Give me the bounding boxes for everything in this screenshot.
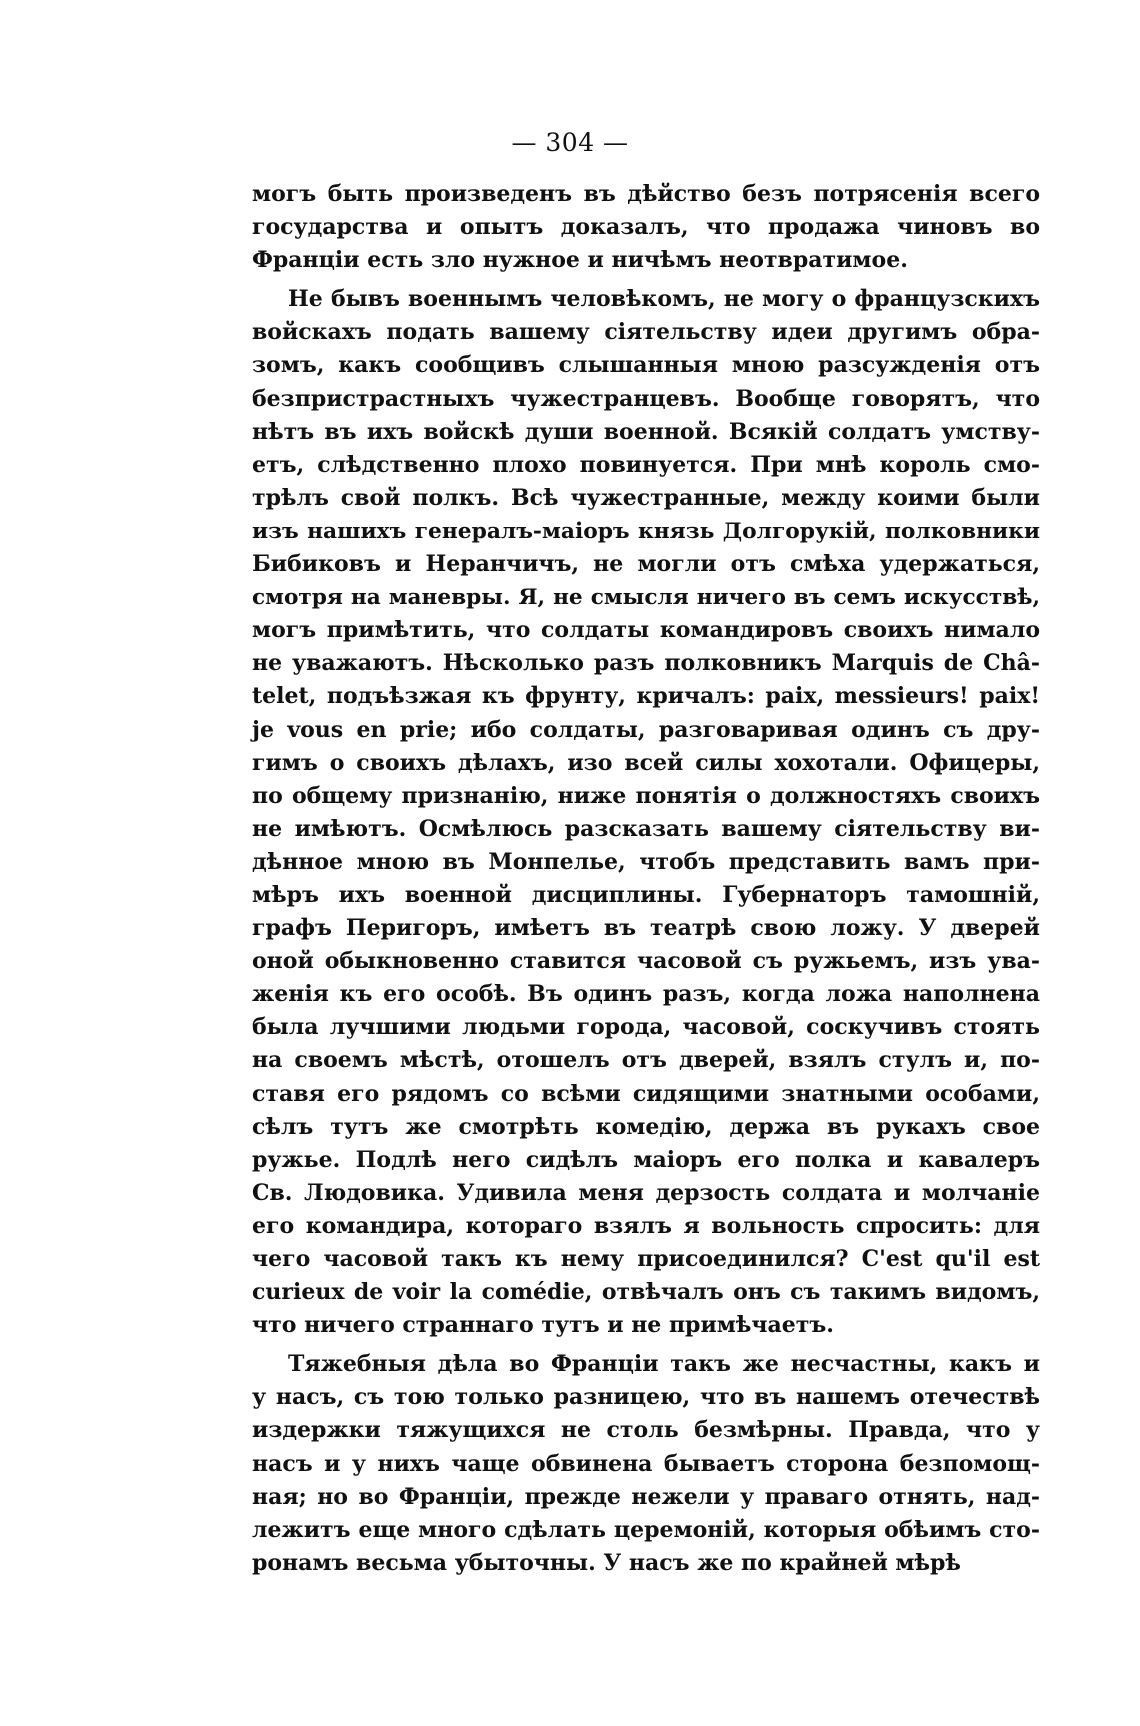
text-line: издержки тяжущихся не столь безмѣрны. Правда, что у [252,1417,1040,1444]
text-line: по общему признанію, ниже понятія о должностяхъ своихъ [252,782,1040,809]
text-line: telet, подъѣзжая къ фрунту, кричалъ: paix, messieurs! paix! [252,683,1040,710]
text-line: была лучшими людьми города, часовой, соскучивъ стоять [252,1014,1040,1041]
text-line: не уважаютъ. Нѣсколько разъ полковникъ Marquis de Châ- [252,650,1040,677]
text-line: войскахъ подать вашему сіятельству идеи другимъ обра- [252,319,1040,346]
text-line: мѣръ ихъ военной дисциплины. Губернаторъ тамошній, [252,881,1040,908]
text-line: лежитъ еще много сдѣлать церемоній, которыя обѣимъ сто- [252,1516,1040,1543]
text-line: трѣлъ свой полкъ. Всѣ чужестранные, между коими были [252,484,1040,511]
text-line: нѣтъ въ ихъ войскѣ души военной. Всякій солдатъ умству- [252,418,1040,445]
text-line: гимъ о своихъ дѣлахъ, изо всей силы хохотали. Офицеры, [252,749,1040,776]
text-line: ружье. Подлѣ него сидѣлъ маіоръ его полка и кавалеръ [252,1146,1040,1173]
text-line: могъ быть произведенъ въ дѣйство безъ потрясенія всего [252,181,1040,207]
text-line: женія къ его особѣ. Въ одинъ разъ, когда ложа наполнена [252,981,1040,1008]
text-line: ронамъ весьма убыточны. У насъ же по крайней мѣрѣ [252,1549,961,1576]
text-line: на своемъ мѣстѣ, отошелъ отъ дверей, взялъ стулъ и, по- [252,1047,1040,1074]
text-line: графъ Перигоръ, имѣетъ въ театрѣ свою ложу. У дверей [252,915,1040,942]
paragraph [252,1348,1040,1580]
text-line: изъ нашихъ генералъ-маіоръ князь Долгорукій, полковники [252,518,1040,544]
text-line: оной обыкновенно ставится часовой съ ружьемъ, изъ ува- [252,948,1040,975]
text-line: государства и опытъ доказалъ, что продажа чиновъ во [252,214,1040,241]
text-line: ная; но во Франціи, прежде нежели у праваго отнять, над- [252,1483,1040,1510]
text-line: curieux de voir la comédie, отвѣчалъ онъ съ такимъ видомъ, [252,1279,1040,1306]
text-line: безпристрастныхъ чужестранцевъ. Вообще говорятъ, что [252,385,1040,412]
text-line: Св. Людовика. Удивила меня дерзость солдата и молчаніе [252,1179,1040,1206]
text-line: могъ примѣтить, что солдаты командировъ своихъ нимало [252,617,1040,644]
text-line: его командира, котораго взялъ я вольность спросить: для [252,1212,1040,1239]
paragraph [252,178,1040,277]
text-line: Тяжебныя дѣла во Франціи такъ же несчастны, какъ и [288,1351,1040,1378]
text-line: Франціи есть зло нужное и ничѣмъ неотвратимое. [252,247,908,274]
text-line: что ничего страннаго тутъ и не примѣчаетъ. [252,1312,834,1339]
text-line: сѣлъ тутъ же смотрѣть комедію, держа въ рукахъ свое [252,1113,1040,1140]
text-line: смотря на маневры. Я, не смысля ничего въ семъ искусствѣ, [252,585,1040,611]
text-line: насъ и у нихъ чаще обвинена бываетъ сторона безпомощ- [252,1450,1040,1477]
body-text [252,178,1040,1580]
paragraph [252,283,1040,1342]
text-line: у насъ, съ тою только разницею, что въ нашемъ отечествѣ [252,1384,1040,1411]
text-line: чего часовой такъ къ нему присоединился? C'est qu'il est [252,1246,1040,1272]
page-number: — 304 — [511,128,629,157]
text-line: дѣнное мною въ Монпелье, чтобъ представить вамъ при- [252,848,1040,875]
text-line: етъ, слѣдственно плохо повинуется. При мнѣ король смо- [252,451,1040,478]
text-line: Бибиковъ и Неранчичъ, не могли отъ смѣха удержаться, [252,551,1040,578]
text-line: ставя его рядомъ со всѣми сидящими знатными особами, [252,1080,1040,1107]
text-line: Не бывъ военнымъ человѣкомъ, не могу о французскихъ [288,286,1040,313]
text-line: не имѣютъ. Осмѣлюсь разсказать вашему сіятельству ви- [252,815,1040,842]
text-line: je vous en prie; ибо солдаты, разговаривая одинъ съ дру- [252,716,1040,743]
text-line: зомъ, какъ сообщивъ слышанныя мною разсужденія отъ [252,352,1040,379]
